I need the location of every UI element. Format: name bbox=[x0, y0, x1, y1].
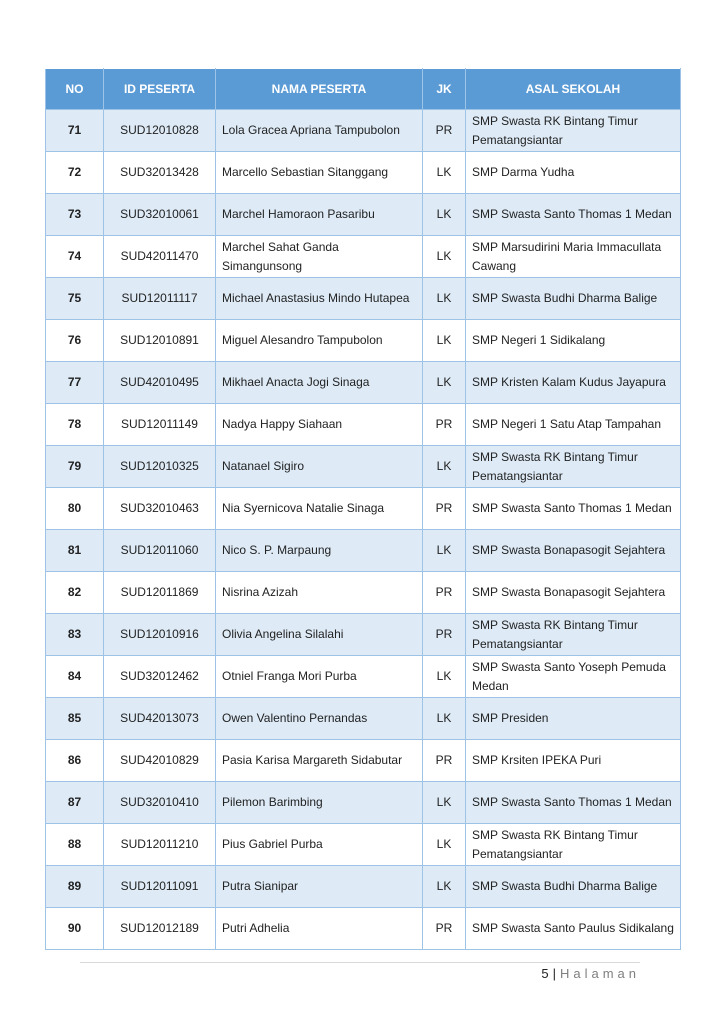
table-row bbox=[46, 530, 681, 572]
cell-id-peserta: SUD32012462 bbox=[104, 656, 216, 698]
cell-nama-peserta: Putri Adhelia bbox=[216, 908, 423, 950]
page-number: 5 bbox=[541, 966, 549, 981]
cell-no: 73 bbox=[46, 194, 104, 236]
cell-nama-peserta: Marchel Sahat Ganda Simangunsong bbox=[216, 236, 423, 278]
cell-id-peserta: SUD42011470 bbox=[104, 236, 216, 278]
header-asal-sekolah: ASAL SEKOLAH bbox=[466, 69, 681, 110]
cell-jk: LK bbox=[423, 362, 466, 404]
table-row bbox=[46, 824, 681, 866]
cell-nama-peserta: Putra Sianipar bbox=[216, 866, 423, 908]
cell-no: 85 bbox=[46, 698, 104, 740]
table-row bbox=[46, 152, 681, 194]
header-id-peserta: ID PESERTA bbox=[104, 69, 216, 110]
table-row bbox=[46, 446, 681, 488]
cell-jk: LK bbox=[423, 236, 466, 278]
cell-jk: PR bbox=[423, 488, 466, 530]
cell-jk: LK bbox=[423, 530, 466, 572]
cell-id-peserta: SUD12010891 bbox=[104, 320, 216, 362]
cell-asal-sekolah: SMP Darma Yudha bbox=[466, 152, 681, 194]
table-row bbox=[46, 362, 681, 404]
cell-nama-peserta: Marcello Sebastian Sitanggang bbox=[216, 152, 423, 194]
cell-id-peserta: SUD32010463 bbox=[104, 488, 216, 530]
cell-no: 83 bbox=[46, 614, 104, 656]
cell-asal-sekolah: SMP Swasta RK Bintang Timur Pematangsiantar bbox=[466, 614, 681, 656]
cell-jk: LK bbox=[423, 866, 466, 908]
cell-asal-sekolah: SMP Negeri 1 Sidikalang bbox=[466, 320, 681, 362]
cell-nama-peserta: Pius Gabriel Purba bbox=[216, 824, 423, 866]
cell-no: 81 bbox=[46, 530, 104, 572]
cell-asal-sekolah: SMP Swasta RK Bintang Timur Pematangsiantar bbox=[466, 110, 681, 152]
cell-asal-sekolah: SMP Swasta RK Bintang Timur Pematangsiantar bbox=[466, 824, 681, 866]
cell-no: 86 bbox=[46, 740, 104, 782]
table-row bbox=[46, 278, 681, 320]
cell-asal-sekolah: SMP Swasta Budhi Dharma Balige bbox=[466, 866, 681, 908]
cell-jk: LK bbox=[423, 824, 466, 866]
cell-jk: LK bbox=[423, 782, 466, 824]
cell-nama-peserta: Michael Anastasius Mindo Hutapea bbox=[216, 278, 423, 320]
cell-nama-peserta: Nadya Happy Siahaan bbox=[216, 404, 423, 446]
cell-id-peserta: SUD42013073 bbox=[104, 698, 216, 740]
cell-no: 75 bbox=[46, 278, 104, 320]
table-row bbox=[46, 194, 681, 236]
cell-asal-sekolah: SMP Kristen Kalam Kudus Jayapura bbox=[466, 362, 681, 404]
cell-asal-sekolah: SMP Swasta Santo Thomas 1 Medan bbox=[466, 488, 681, 530]
cell-jk: LK bbox=[423, 446, 466, 488]
header-jk: JK bbox=[423, 69, 466, 110]
cell-nama-peserta: Otniel Franga Mori Purba bbox=[216, 656, 423, 698]
cell-no: 89 bbox=[46, 866, 104, 908]
table-row bbox=[46, 614, 681, 656]
cell-no: 76 bbox=[46, 320, 104, 362]
table-row bbox=[46, 866, 681, 908]
cell-nama-peserta: Marchel Hamoraon Pasaribu bbox=[216, 194, 423, 236]
table-row bbox=[46, 656, 681, 698]
cell-id-peserta: SUD12011091 bbox=[104, 866, 216, 908]
footer-divider bbox=[80, 962, 640, 963]
table-row bbox=[46, 740, 681, 782]
cell-no: 71 bbox=[46, 110, 104, 152]
table-row bbox=[46, 698, 681, 740]
cell-nama-peserta: Natanael Sigiro bbox=[216, 446, 423, 488]
page-footer bbox=[541, 966, 640, 981]
cell-asal-sekolah: SMP Swasta Bonapasogit Sejahtera bbox=[466, 530, 681, 572]
table-row bbox=[46, 320, 681, 362]
cell-asal-sekolah: SMP Krsiten IPEKA Puri bbox=[466, 740, 681, 782]
cell-id-peserta: SUD12012189 bbox=[104, 908, 216, 950]
cell-no: 72 bbox=[46, 152, 104, 194]
table-row bbox=[46, 236, 681, 278]
footer-label: Halaman bbox=[559, 966, 640, 981]
cell-jk: LK bbox=[423, 278, 466, 320]
cell-jk: LK bbox=[423, 320, 466, 362]
cell-id-peserta: SUD32013428 bbox=[104, 152, 216, 194]
cell-jk: PR bbox=[423, 110, 466, 152]
cell-no: 88 bbox=[46, 824, 104, 866]
cell-no: 90 bbox=[46, 908, 104, 950]
cell-id-peserta: SUD12010916 bbox=[104, 614, 216, 656]
cell-nama-peserta: Pilemon Barimbing bbox=[216, 782, 423, 824]
cell-jk: PR bbox=[423, 908, 466, 950]
cell-nama-peserta: Olivia Angelina Silalahi bbox=[216, 614, 423, 656]
cell-jk: LK bbox=[423, 698, 466, 740]
cell-id-peserta: SUD12011060 bbox=[104, 530, 216, 572]
cell-asal-sekolah: SMP Marsudirini Maria Immacullata Cawang bbox=[466, 236, 681, 278]
cell-nama-peserta: Nico S. P. Marpaung bbox=[216, 530, 423, 572]
cell-id-peserta: SUD12010828 bbox=[104, 110, 216, 152]
cell-no: 84 bbox=[46, 656, 104, 698]
cell-nama-peserta: Nisrina Azizah bbox=[216, 572, 423, 614]
table-row bbox=[46, 488, 681, 530]
cell-id-peserta: SUD12010325 bbox=[104, 446, 216, 488]
table-header-row bbox=[46, 69, 681, 110]
cell-nama-peserta: Nia Syernicova Natalie Sinaga bbox=[216, 488, 423, 530]
cell-id-peserta: SUD32010061 bbox=[104, 194, 216, 236]
cell-no: 82 bbox=[46, 572, 104, 614]
cell-no: 79 bbox=[46, 446, 104, 488]
cell-jk: PR bbox=[423, 740, 466, 782]
cell-id-peserta: SUD12011869 bbox=[104, 572, 216, 614]
header-nama-peserta: NAMA PESERTA bbox=[216, 69, 423, 110]
cell-asal-sekolah: SMP Negeri 1 Satu Atap Tampahan bbox=[466, 404, 681, 446]
cell-id-peserta: SUD32010410 bbox=[104, 782, 216, 824]
cell-id-peserta: SUD42010829 bbox=[104, 740, 216, 782]
cell-asal-sekolah: SMP Swasta RK Bintang Timur Pematangsiantar bbox=[466, 446, 681, 488]
cell-asal-sekolah: SMP Swasta Budhi Dharma Balige bbox=[466, 278, 681, 320]
participant-table bbox=[45, 68, 681, 950]
cell-jk: PR bbox=[423, 572, 466, 614]
table-row bbox=[46, 404, 681, 446]
cell-jk: PR bbox=[423, 404, 466, 446]
footer-separator: | bbox=[552, 966, 556, 981]
cell-jk: LK bbox=[423, 152, 466, 194]
cell-no: 77 bbox=[46, 362, 104, 404]
cell-id-peserta: SUD12011149 bbox=[104, 404, 216, 446]
cell-nama-peserta: Miguel Alesandro Tampubolon bbox=[216, 320, 423, 362]
cell-jk: PR bbox=[423, 614, 466, 656]
cell-asal-sekolah: SMP Swasta Santo Yoseph Pemuda Medan bbox=[466, 656, 681, 698]
cell-nama-peserta: Mikhael Anacta Jogi Sinaga bbox=[216, 362, 423, 404]
cell-nama-peserta: Lola Gracea Apriana Tampubolon bbox=[216, 110, 423, 152]
cell-asal-sekolah: SMP Swasta Santo Thomas 1 Medan bbox=[466, 782, 681, 824]
cell-asal-sekolah: SMP Swasta Bonapasogit Sejahtera bbox=[466, 572, 681, 614]
cell-jk: LK bbox=[423, 194, 466, 236]
cell-no: 74 bbox=[46, 236, 104, 278]
header-no: NO bbox=[46, 69, 104, 110]
cell-id-peserta: SUD12011117 bbox=[104, 278, 216, 320]
table-row bbox=[46, 110, 681, 152]
cell-id-peserta: SUD42010495 bbox=[104, 362, 216, 404]
cell-jk: LK bbox=[423, 656, 466, 698]
cell-asal-sekolah: SMP Swasta Santo Paulus Sidikalang bbox=[466, 908, 681, 950]
table-row bbox=[46, 782, 681, 824]
table-row bbox=[46, 908, 681, 950]
cell-no: 80 bbox=[46, 488, 104, 530]
cell-asal-sekolah: SMP Presiden bbox=[466, 698, 681, 740]
cell-id-peserta: SUD12011210 bbox=[104, 824, 216, 866]
cell-asal-sekolah: SMP Swasta Santo Thomas 1 Medan bbox=[466, 194, 681, 236]
cell-nama-peserta: Owen Valentino Pernandas bbox=[216, 698, 423, 740]
table-row bbox=[46, 572, 681, 614]
cell-no: 78 bbox=[46, 404, 104, 446]
cell-no: 87 bbox=[46, 782, 104, 824]
cell-nama-peserta: Pasia Karisa Margareth Sidabutar bbox=[216, 740, 423, 782]
